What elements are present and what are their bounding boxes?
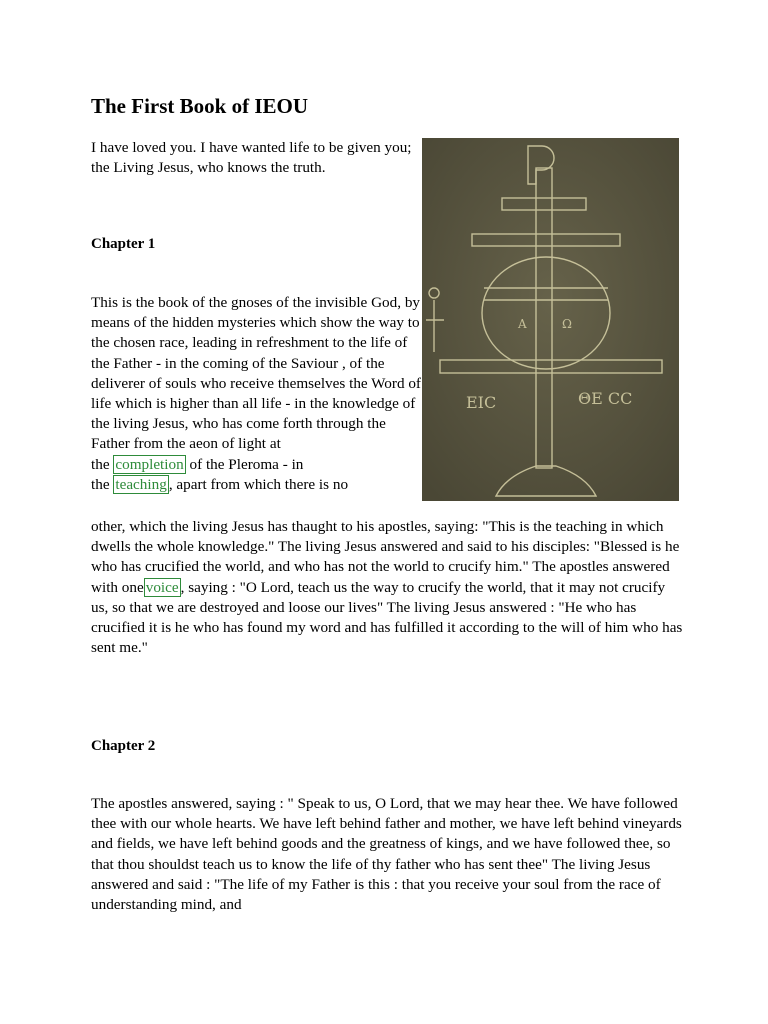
chapter-1-continuation-text: other, which the living Jesus has thaught to his apostles, saying: "This is the teaching in which dwells the whole knowledge." The living Jesus answered and said to his disciples: "Blessed is he who has crucified the world, and who has not the world to crucify him." The apostles answered with one	[91, 518, 680, 596]
cross-illustration	[422, 138, 679, 501]
chapter-1-heading: Chapter 1	[91, 236, 156, 252]
voice-link[interactable]: voice	[145, 578, 179, 596]
chapter-1-paragraph	[91, 293, 421, 495]
chapter-2-heading: Chapter 2	[91, 738, 156, 754]
chapter-1-continuation-end: , saying : "O Lord, teach us the way to crucify the world, that it may not crucify us, so that we are destroyed and loose our lives" The living Jesus answered : "He who has crucified it is he who has found my word and has fulfilled it according to the will of him who has sent me."	[91, 578, 683, 657]
chapter-1-text-the: the	[91, 455, 114, 473]
chapter-1-continuation	[91, 517, 683, 658]
cross-engraving	[422, 138, 679, 501]
completion-link[interactable]: completion	[115, 455, 184, 473]
teaching-link[interactable]: teaching	[115, 475, 167, 493]
document-title: The First Book of IEOU	[91, 94, 309, 118]
chapter-1-text-the2: the	[91, 475, 114, 493]
omega-letter: Ω	[562, 317, 572, 331]
illustration-background	[422, 138, 679, 501]
alpha-letter: Α	[518, 317, 527, 331]
inscription-left: ΕΙC	[466, 393, 497, 412]
inscription-right: ΘΕ CC	[578, 389, 633, 408]
intro-paragraph: I have loved you. I have wanted life to be given you; the Living Jesus, who knows the truth.	[91, 139, 412, 177]
chapter-1-text-pleroma: of the Pleroma - in	[185, 455, 304, 473]
chapter-1-text-apart: , apart from which there is no	[168, 475, 349, 493]
chapter-1-text: This is the book of the gnoses of the invisible God, by means of the hidden mysteries which show the way to the chosen race, leading in refreshment to the life of the Father - in the coming of the Saviour , of the deliverer of souls who receive themselves the Word of life which is higher than all life - in the knowledge of the living Jesus, who has come forth through the Father from the aeon of light at	[91, 294, 421, 453]
chapter-2-paragraph: The apostles answered, saying : " Speak to us, O Lord, that we may hear thee. We have followed thee with our whole hearts. We have left behind father and mother, we have left behind vineyards and fields, we have left behind goods and the greatness of kings, and we have followed thee, so that thou shouldst teach us to know the life of thy father who has sent thee" The living Jesus answered and said : "The life of my Father is this : that you receive your soul from the race of understanding mind, and	[91, 795, 682, 914]
